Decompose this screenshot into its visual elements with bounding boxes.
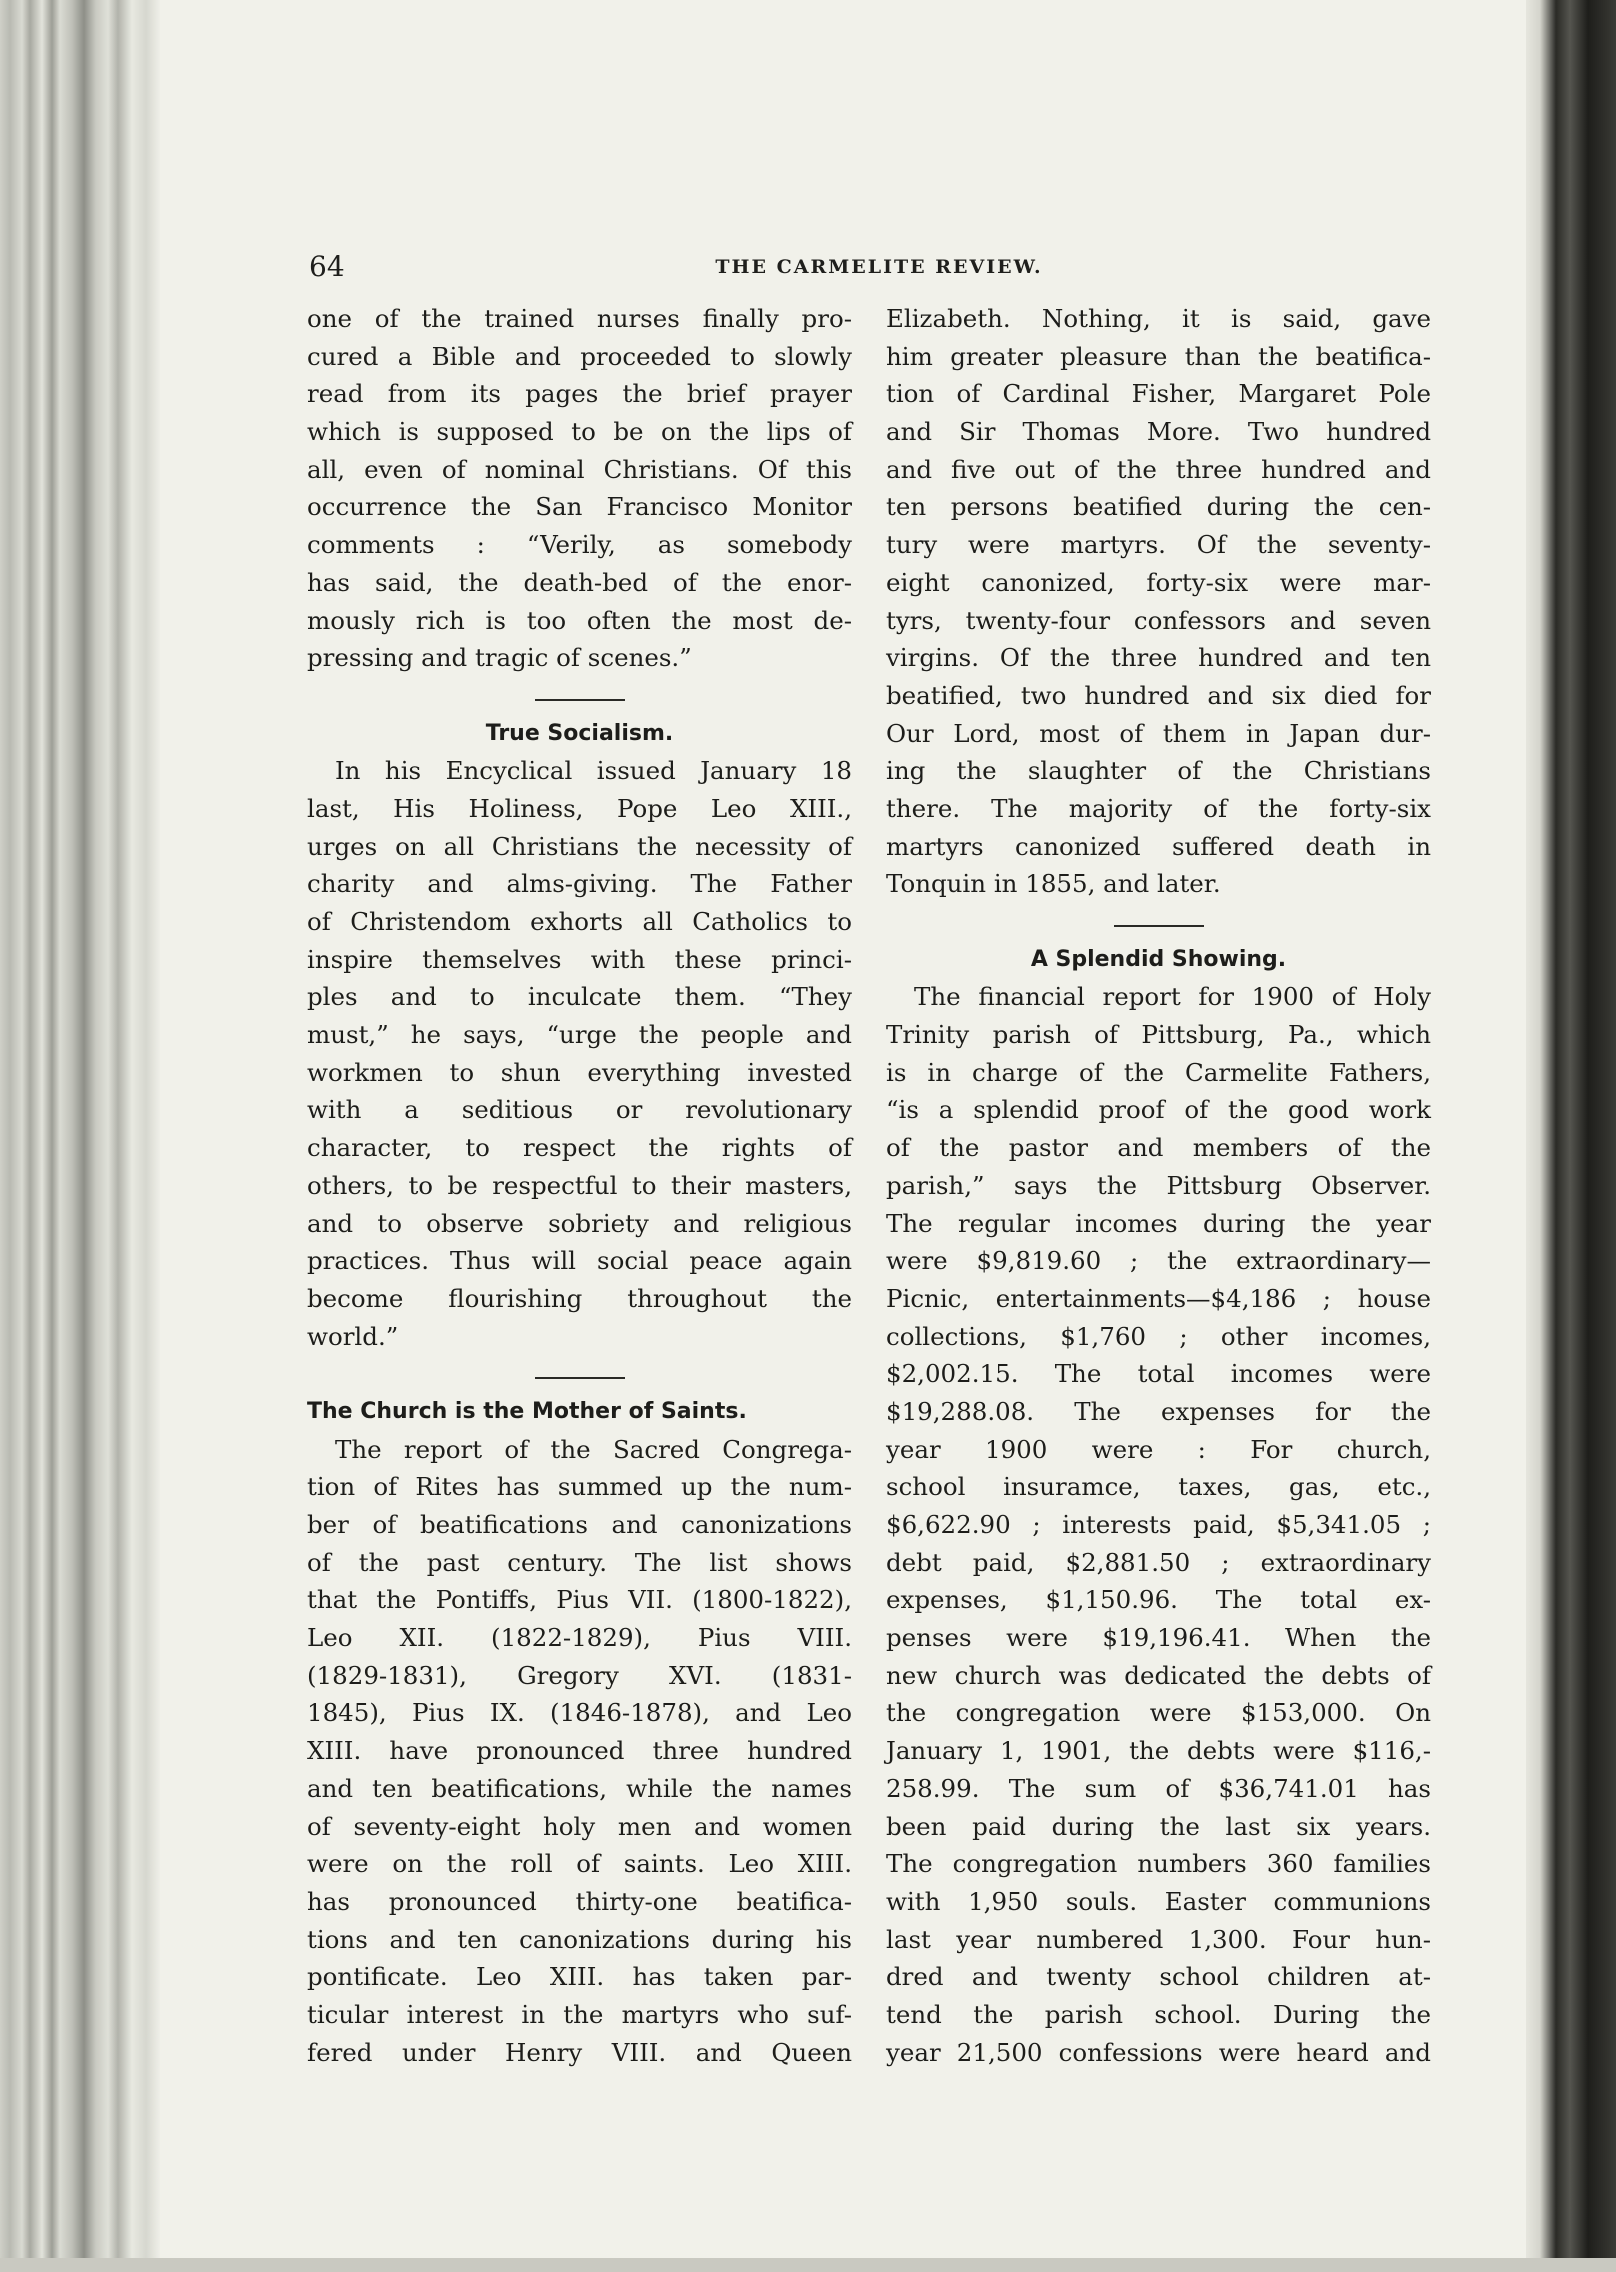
text-line: all, even of nominal Christians. Of this bbox=[307, 454, 852, 484]
text-line: Our Lord, most of them in Japan dur- bbox=[886, 718, 1431, 748]
text-line: has said, the death-bed of the enor- bbox=[307, 567, 852, 597]
text-line: tyrs, twenty-four confessors and seven bbox=[886, 605, 1431, 635]
text-line: workmen to shun everything invested bbox=[307, 1057, 852, 1087]
text-line: school insuramce, taxes, gas, etc., bbox=[886, 1472, 1431, 1502]
text-line: that the Pontiffs, Pius VII. (1800-1822), bbox=[307, 1585, 852, 1615]
text-line: parish,” says the Pittsburg Observer. bbox=[886, 1170, 1431, 1200]
text-line: character, to respect the rights of bbox=[307, 1133, 852, 1163]
text-line: 258.99. The sum of $36,741.01 has bbox=[886, 1773, 1431, 1803]
text-line: practices. Thus will social peace again bbox=[307, 1246, 852, 1276]
text-line: $2,002.15. The total incomes were bbox=[886, 1359, 1431, 1389]
text-line: occurrence the San Francisco Monitor bbox=[307, 492, 852, 522]
text-line: year 1900 were : For church, bbox=[886, 1434, 1431, 1464]
text-line: and Sir Thomas More. Two hundred bbox=[886, 417, 1431, 447]
page-number: 64 bbox=[309, 250, 345, 283]
text-line: ples and to inculcate them. “They bbox=[307, 982, 852, 1012]
text-line: The congregation numbers 360 families bbox=[886, 1849, 1431, 1879]
text-line: tions and ten canonizations during his bbox=[307, 1924, 852, 1954]
text-line: become flourishing throughout the bbox=[307, 1283, 852, 1313]
text-line: is in charge of the Carmelite Fathers, bbox=[886, 1057, 1431, 1087]
section-divider bbox=[886, 903, 1431, 941]
text-line: urges on all Christians the necessity of bbox=[307, 831, 852, 861]
section-divider bbox=[307, 677, 852, 715]
text-line: of the pastor and members of the bbox=[886, 1133, 1431, 1163]
running-head bbox=[309, 250, 1449, 290]
text-line: of seventy-eight holy men and women bbox=[307, 1811, 852, 1841]
text-line: him greater pleasure than the beatifica- bbox=[886, 341, 1431, 371]
text-line: the congregation were $153,000. On bbox=[886, 1698, 1431, 1728]
text-line: been paid during the last six years. bbox=[886, 1811, 1431, 1841]
text-line: charity and alms-giving. The Father bbox=[307, 869, 852, 899]
text-line: January 1, 1901, the debts were $116,- bbox=[886, 1736, 1431, 1766]
text-line: Tonquin in 1855, and later. bbox=[886, 869, 1221, 899]
text-line: last year numbered 1,300. Four hun- bbox=[886, 1924, 1431, 1954]
text-line: read from its pages the brief prayer bbox=[307, 379, 852, 409]
text-line: debt paid, $2,881.50 ; extraordinary bbox=[886, 1547, 1431, 1577]
text-line: 1845), Pius IX. (1846-1878), and Leo bbox=[307, 1698, 852, 1728]
text-line: ing the slaughter of the Christians bbox=[886, 756, 1431, 786]
text-line: Picnic, entertainments—$4,186 ; house bbox=[886, 1283, 1431, 1313]
journal-title: THE CARMELITE REVIEW. bbox=[715, 256, 1043, 278]
text-line: expenses, $1,150.96. The total ex- bbox=[886, 1585, 1431, 1615]
text-line: tend the parish school. During the bbox=[886, 1999, 1431, 2029]
text-line: $19,288.08. The expenses for the bbox=[886, 1396, 1431, 1426]
text-line: were $9,819.60 ; the extraordinary— bbox=[886, 1246, 1431, 1276]
text-line: collections, $1,760 ; other incomes, bbox=[886, 1321, 1431, 1351]
text-line: eight canonized, forty-six were mar- bbox=[886, 567, 1431, 597]
text-line: which is supposed to be on the lips of bbox=[307, 417, 852, 447]
text-line: “is a splendid proof of the good work bbox=[886, 1095, 1431, 1125]
text-line: Leo XII. (1822-1829), Pius VIII. bbox=[307, 1623, 852, 1653]
text-line: last, His Holiness, Pope Leo XIII., bbox=[307, 793, 852, 823]
section-heading: The Church is the Mother of Saints. bbox=[307, 1398, 747, 1424]
text-line: virgins. Of the three hundred and ten bbox=[886, 643, 1431, 673]
text-line: (1829-1831), Gregory XVI. (1831- bbox=[307, 1660, 852, 1690]
text-line: must,” he says, “urge the people and bbox=[307, 1020, 852, 1050]
text-line: inspire themselves with these princi- bbox=[307, 944, 852, 974]
text-line: beatified, two hundred and six died for bbox=[886, 680, 1431, 710]
text-line: comments : “Verily, as somebody bbox=[307, 530, 852, 560]
text-line: Trinity parish of Pittsburg, Pa., which bbox=[886, 1020, 1431, 1050]
text-line: were on the roll of saints. Leo XIII. bbox=[307, 1849, 852, 1879]
text-line: ber of beatifications and canonizations bbox=[307, 1510, 852, 1539]
text-line: and to observe sobriety and religious bbox=[307, 1208, 852, 1238]
text-line: XIII. have pronounced three hundred bbox=[307, 1736, 852, 1766]
text-line: tion of Cardinal Fisher, Margaret Pole bbox=[886, 379, 1431, 409]
text-line: The financial report for 1900 of Holy bbox=[914, 982, 1431, 1012]
text-line: Elizabeth. Nothing, it is said, gave bbox=[886, 304, 1431, 333]
page-right-edge bbox=[1526, 0, 1616, 2272]
left-column bbox=[307, 300, 852, 2071]
text-line: with 1,950 souls. Easter communions bbox=[886, 1886, 1431, 1916]
text-line: new church was dedicated the debts of bbox=[886, 1660, 1431, 1690]
text-line: dred and twenty school children at- bbox=[886, 1962, 1431, 1992]
text-line: pressing and tragic of scenes.” bbox=[307, 643, 692, 673]
text-line: tion of Rites has summed up the num- bbox=[307, 1472, 852, 1502]
text-line: ticular interest in the martyrs who suf- bbox=[307, 1999, 852, 2029]
text-line: cured a Bible and proceeded to slowly bbox=[307, 341, 852, 371]
text-line: mously rich is too often the most de- bbox=[307, 605, 852, 635]
text-line: penses were $19,196.41. When the bbox=[886, 1623, 1431, 1653]
section-divider bbox=[307, 1355, 852, 1393]
text-line: has pronounced thirty-one beatifica- bbox=[307, 1886, 852, 1916]
text-line: there. The majority of the forty-six bbox=[886, 793, 1431, 823]
text-line: year 21,500 confessions were heard and bbox=[886, 2037, 1431, 2067]
text-line: one of the trained nurses finally pro- bbox=[307, 304, 852, 333]
text-line: others, to be respectful to their masters, bbox=[307, 1170, 852, 1200]
text-line: In his Encyclical issued January 18 bbox=[335, 756, 852, 786]
text-line: of Christendom exhorts all Catholics to bbox=[307, 907, 852, 936]
book-binding-edge bbox=[0, 0, 160, 2272]
text-line: The regular incomes during the year bbox=[886, 1208, 1431, 1238]
text-line: tury were martyrs. Of the seventy- bbox=[886, 530, 1431, 560]
text-line: with a seditious or revolutionary bbox=[307, 1095, 852, 1125]
section-heading: True Socialism. bbox=[485, 720, 674, 746]
text-line: The report of the Sacred Congrega- bbox=[335, 1434, 852, 1464]
text-line: of the past century. The list shows bbox=[307, 1547, 852, 1577]
page-bottom-edge bbox=[0, 2258, 1616, 2272]
text-line: martyrs canonized suffered death in bbox=[886, 831, 1431, 861]
text-line: pontificate. Leo XIII. has taken par- bbox=[307, 1962, 852, 1992]
section-heading: A Splendid Showing. bbox=[1030, 946, 1287, 972]
text-line: world.” bbox=[307, 1321, 399, 1351]
text-line: $6,622.90 ; interests paid, $5,341.05 ; bbox=[886, 1510, 1431, 1539]
text-line: and ten beatifications, while the names bbox=[307, 1773, 852, 1803]
text-line: fered under Henry VIII. and Queen bbox=[307, 2037, 852, 2067]
text-line: and five out of the three hundred and bbox=[886, 454, 1431, 484]
right-column bbox=[886, 300, 1431, 2071]
text-line: ten persons beatified during the cen- bbox=[886, 492, 1431, 522]
